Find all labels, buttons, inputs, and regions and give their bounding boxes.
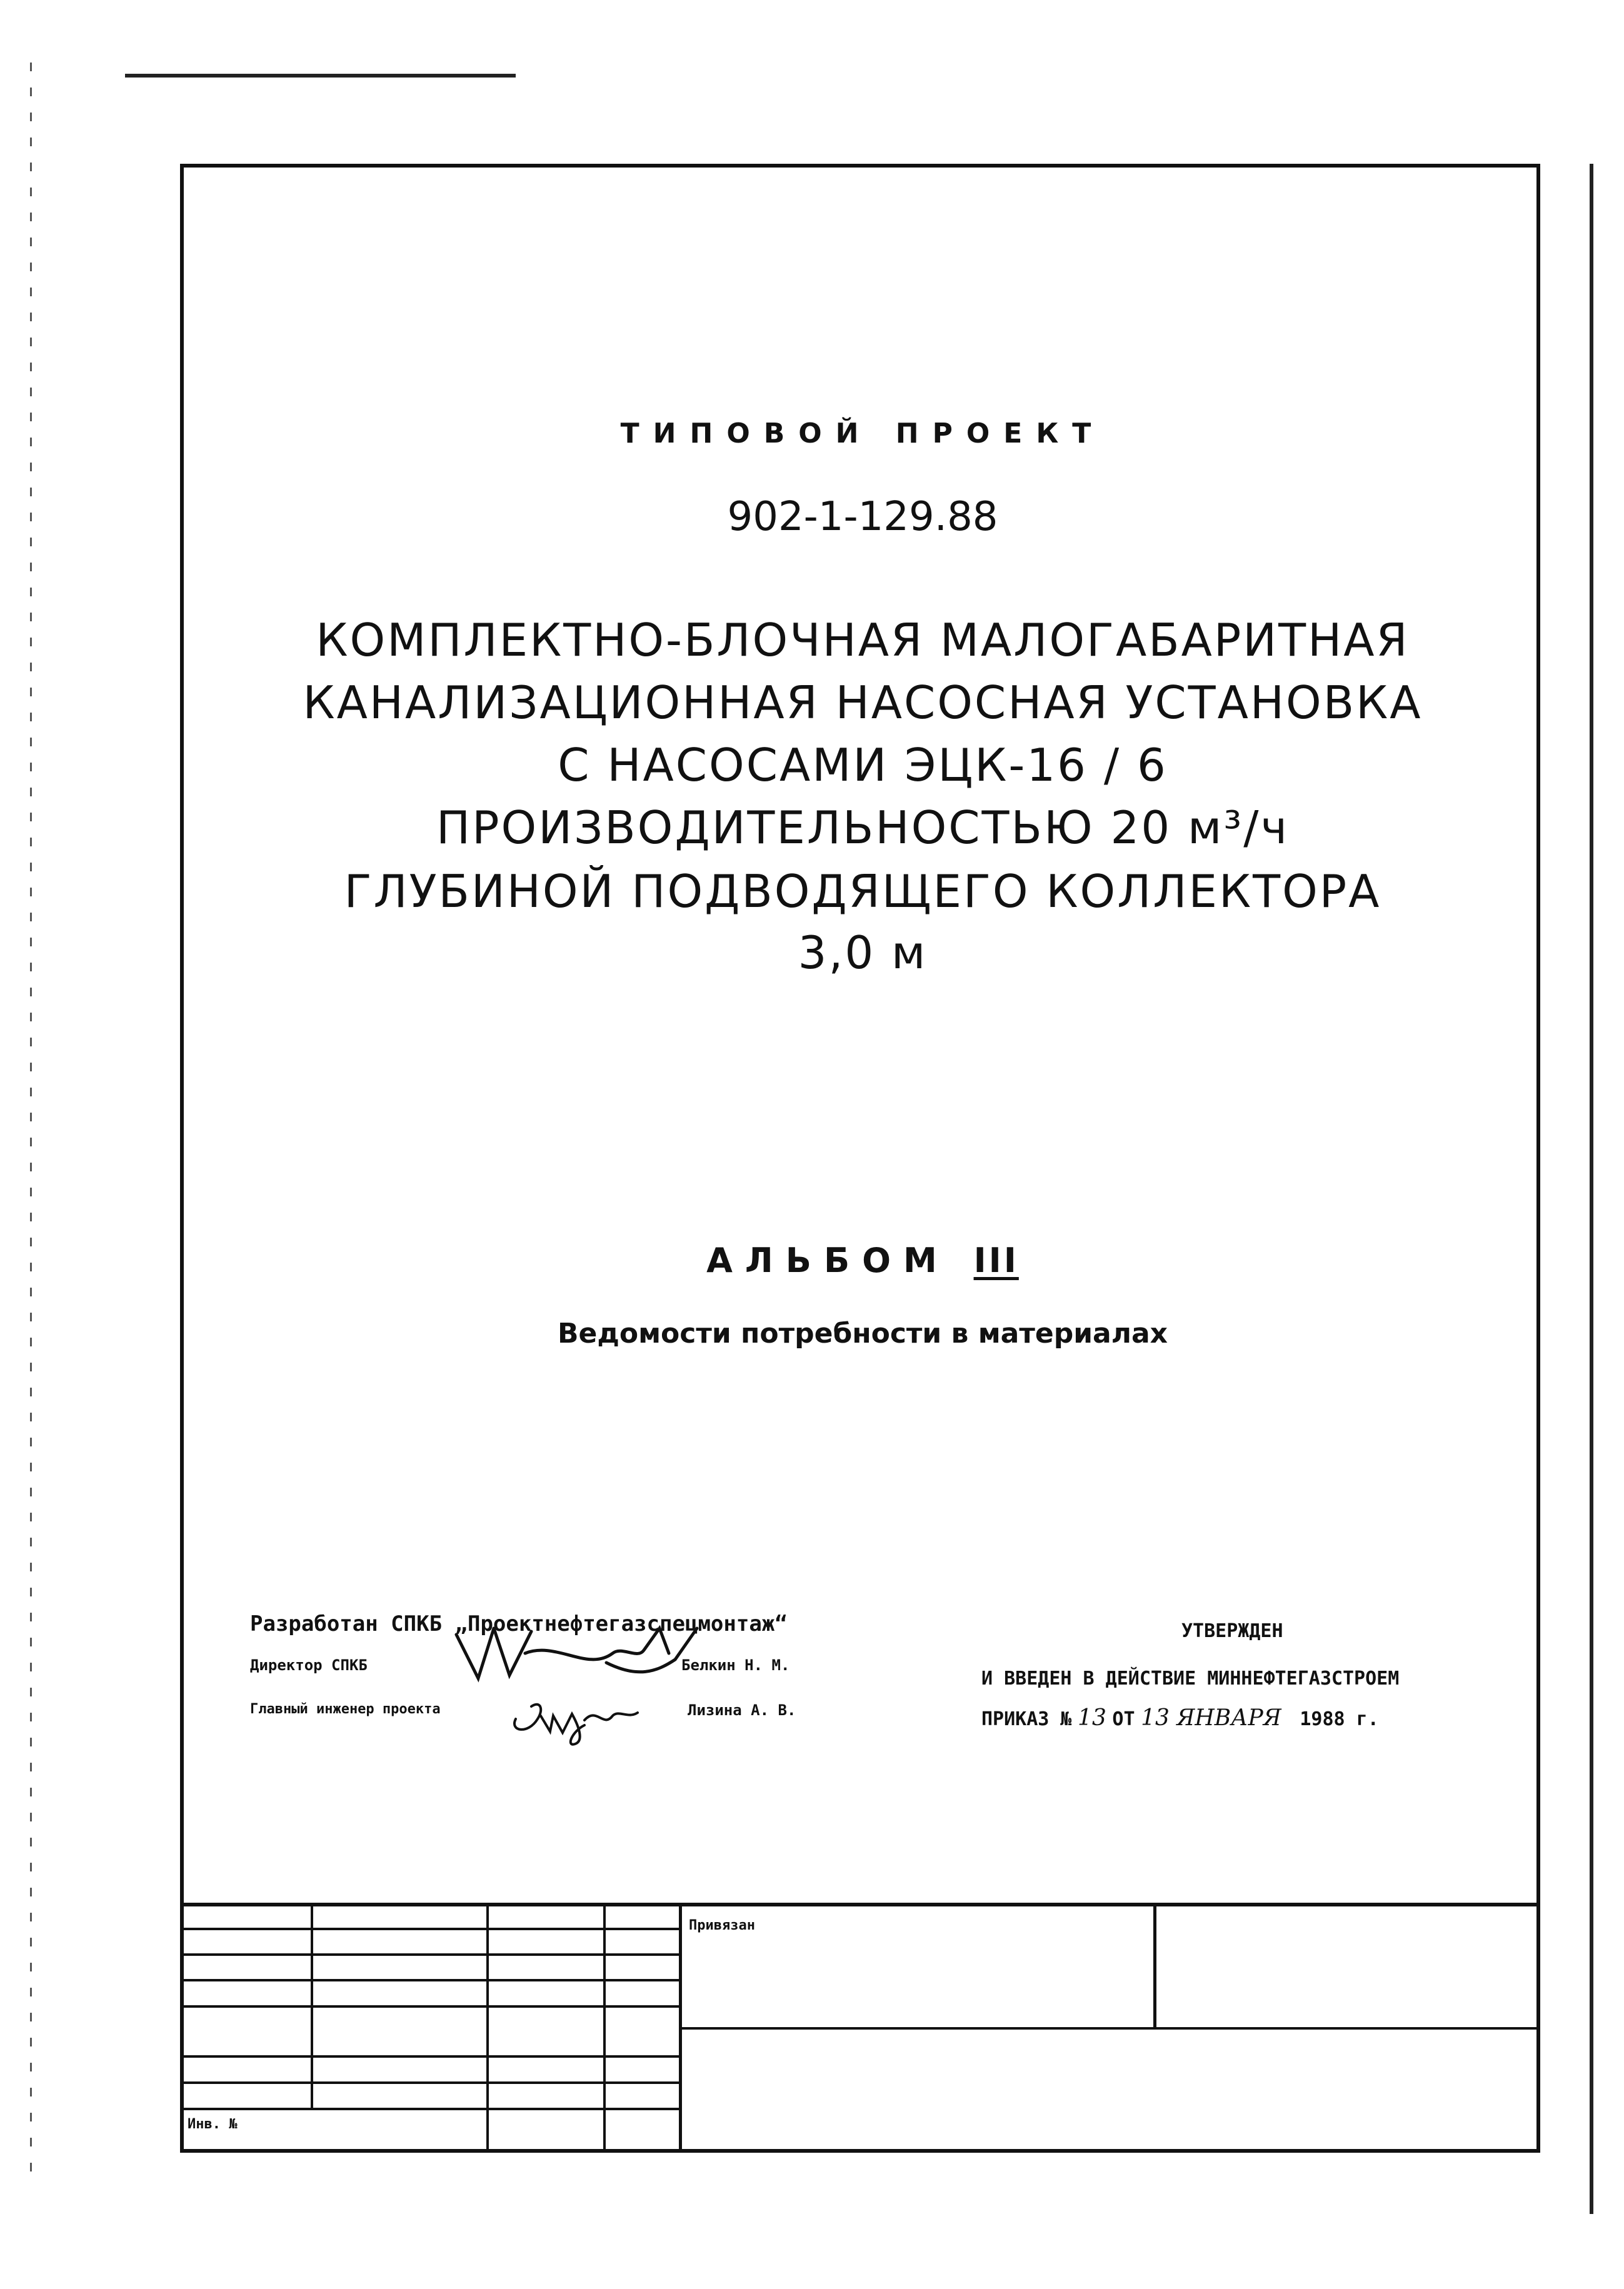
- chief-engineer-name: Лизина А. В.: [688, 1701, 796, 1719]
- developed-by: Разработан СПКБ „Проектнефтегазспецмонтаж“: [250, 1611, 788, 1636]
- title-line-5: ГЛУБИНОЙ ПОДВОДЯЩЕГО КОЛЛЕКТОРА: [344, 865, 1381, 918]
- order-from: ОТ: [1112, 1708, 1135, 1730]
- director-name: Белкин Н. М.: [681, 1656, 790, 1674]
- title-line-4: ПРОИЗВОДИТЕЛЬНОСТЬЮ 20 м³/ч: [436, 801, 1289, 854]
- inventory-label: Инв. №: [188, 2116, 238, 2132]
- album-subtitle: Ведомости потребности в материалах: [557, 1318, 1168, 1350]
- linked-label: Привязан: [689, 1918, 755, 1933]
- scan-edge-line: [125, 74, 516, 78]
- chief-engineer-signature: [503, 1681, 641, 1750]
- header-label: ТИПОВОЙ ПРОЕКТ: [620, 418, 1105, 449]
- approval-heading: УТВЕРЖДЕН: [1181, 1620, 1283, 1642]
- approval-enacted: И ВВЕДЕН В ДЕЙСТВИЕ МИННЕФТЕГАЗСТРОЕМ: [981, 1668, 1400, 1690]
- title-line-3: С НАСОСАМИ ЭЦК-16 / 6: [558, 739, 1168, 791]
- order-year: 1988 г.: [1300, 1708, 1379, 1730]
- chief-engineer-role: Главный инженер проекта: [250, 1701, 441, 1717]
- album-label: АЛЬБОМ: [706, 1241, 950, 1280]
- order-prefix: ПРИКАЗ №: [981, 1708, 1072, 1730]
- order-date: 13 ЯНВАРЯ: [1141, 1705, 1281, 1731]
- drawing-frame: [180, 164, 1540, 2153]
- project-number: 902-1-129.88: [727, 494, 998, 540]
- order-number: 13: [1078, 1705, 1106, 1731]
- director-role: Директор СПКБ: [250, 1656, 368, 1674]
- title-line-6: 3,0 м: [798, 926, 928, 979]
- title-line-1: КОМПЛЕКТНО-БЛОЧНАЯ МАЛОГАБАРИТНАЯ: [316, 614, 1410, 666]
- album-number: III: [973, 1241, 1019, 1280]
- scan-edge-left: [30, 63, 32, 2188]
- title-line-2: КАНАЛИЗАЦИОННАЯ НАСОСНАЯ УСТАНОВКА: [303, 676, 1423, 729]
- album-heading: [181, 1241, 1544, 1280]
- approval-order-line: [981, 1705, 1379, 1731]
- scan-edge-right: [1590, 164, 1593, 2214]
